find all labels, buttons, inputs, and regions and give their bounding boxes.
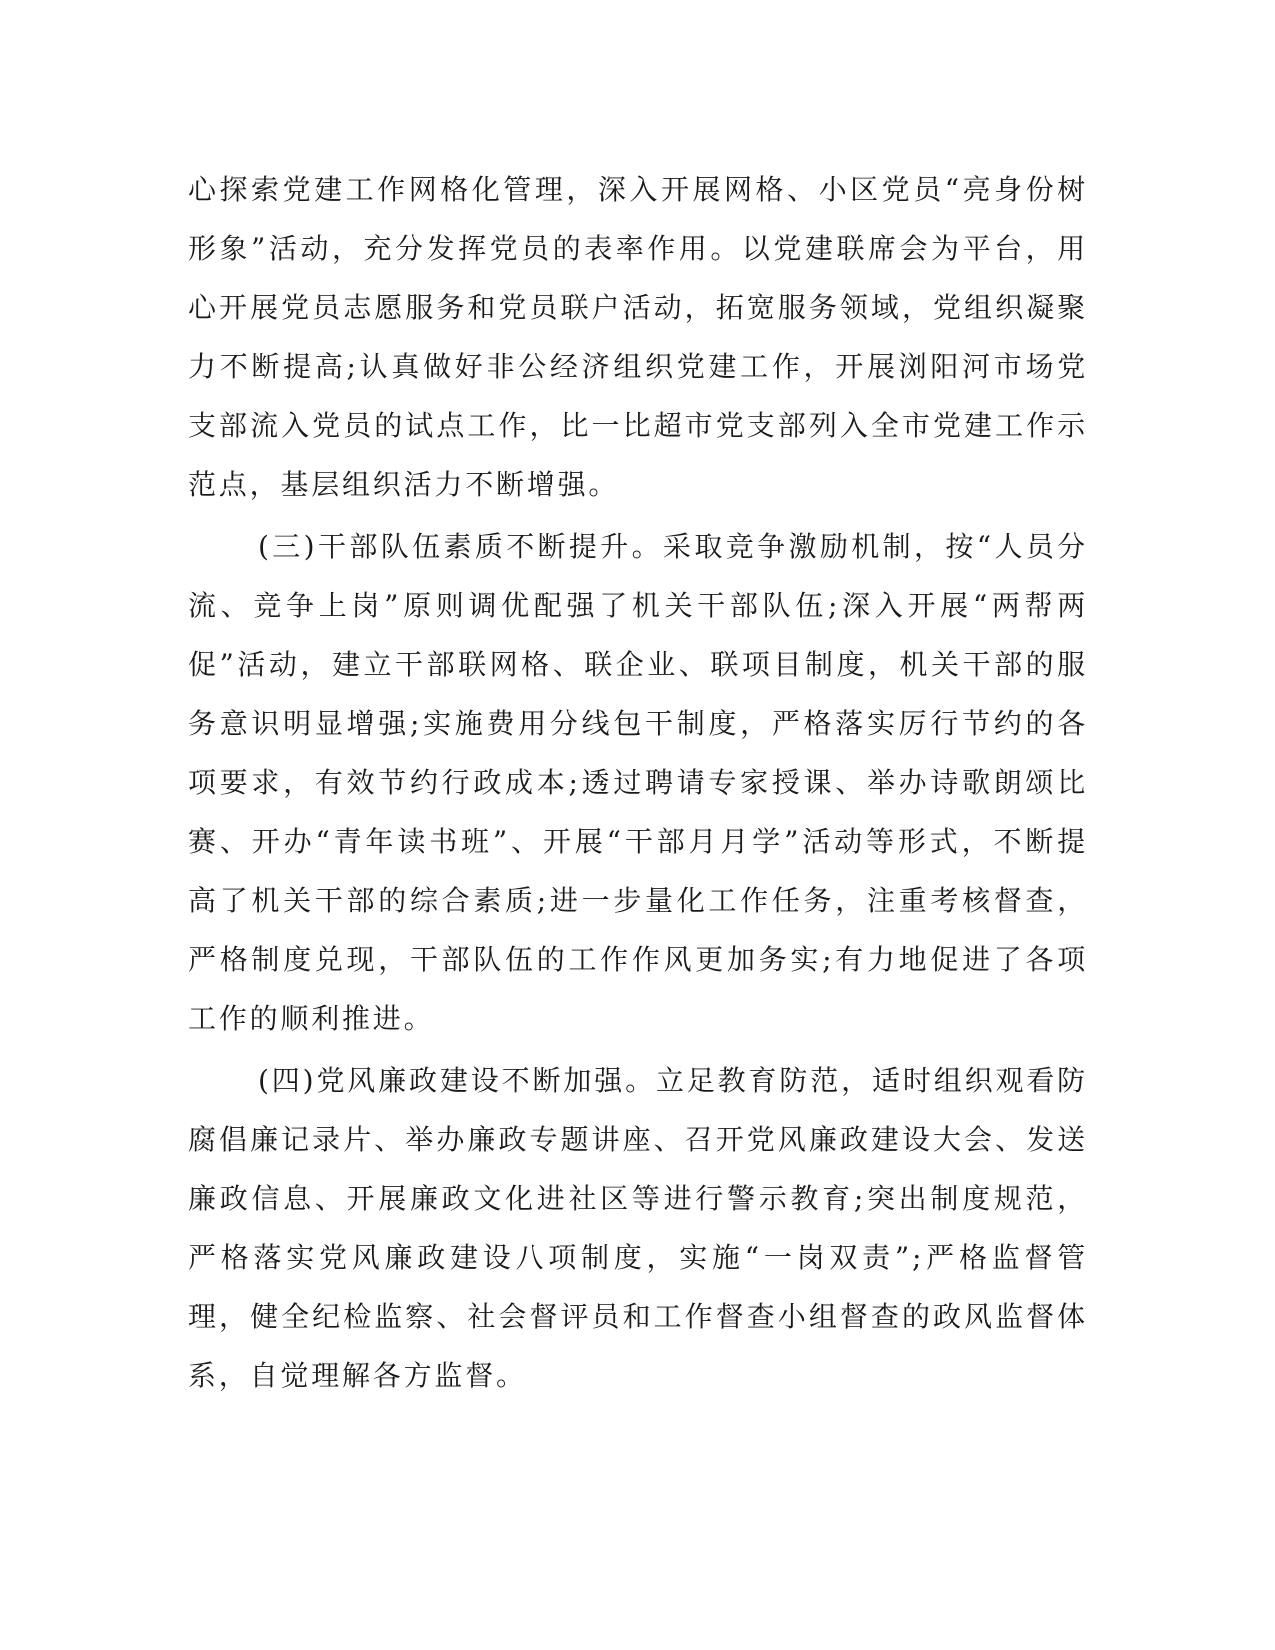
document-body bbox=[188, 160, 1088, 1405]
paragraph-party-integrity: (四)党风廉政建设不断加强。立足教育防范，适时组织观看防腐倡廉记录片、举办廉政专题讲座、召开党风廉政建设大会、发送廉政信息、开展廉政文化进社区等进行警示教育;突出制度规范，严格落实党风廉政建设八项制度，实施“一岗双责”;严格监督管理，健全纪检监察、社会督评员和工作督查小组督查的政风监督体系，自觉理解各方监督。 bbox=[188, 1064, 1088, 1392]
paragraph-cadre-quality: (三)干部队伍素质不断提升。采取竞争激励机制，按“人员分流、竞争上岗”原则调优配强了机关干部队伍;深入开展“两帮两促”活动，建立干部联网格、联企业、联项目制度，机关干部的服务意识明显增强;实施费用分线包干制度，严格落实厉行节约的各项要求，有效节约行政成本;透过聘请专家授课、举办诗歌朗颂比赛、开办“青年读书班”、开展“干部月月学”活动等形式，不断提高了机关干部的综合素质;进一步量化工作任务，注重考核督查，严格制度兑现，干部队伍的工作作风更加务实;有力地促进了各项工作的顺利推进。 bbox=[188, 530, 1088, 1035]
paragraph-continuation: 心探索党建工作网格化管理，深入开展网格、小区党员“亮身份树形象”活动，充分发挥党员的表率作用。以党建联席会为平台，用心开展党员志愿服务和党员联户活动，拓宽服务领域，党组织凝聚力不断提高;认真做好非公经济组织党建工作，开展浏阳河市场党支部流入党员的试点工作，比一比超市党支部列入全市党建工作示范点，基层组织活力不断增强。 bbox=[188, 173, 1088, 501]
